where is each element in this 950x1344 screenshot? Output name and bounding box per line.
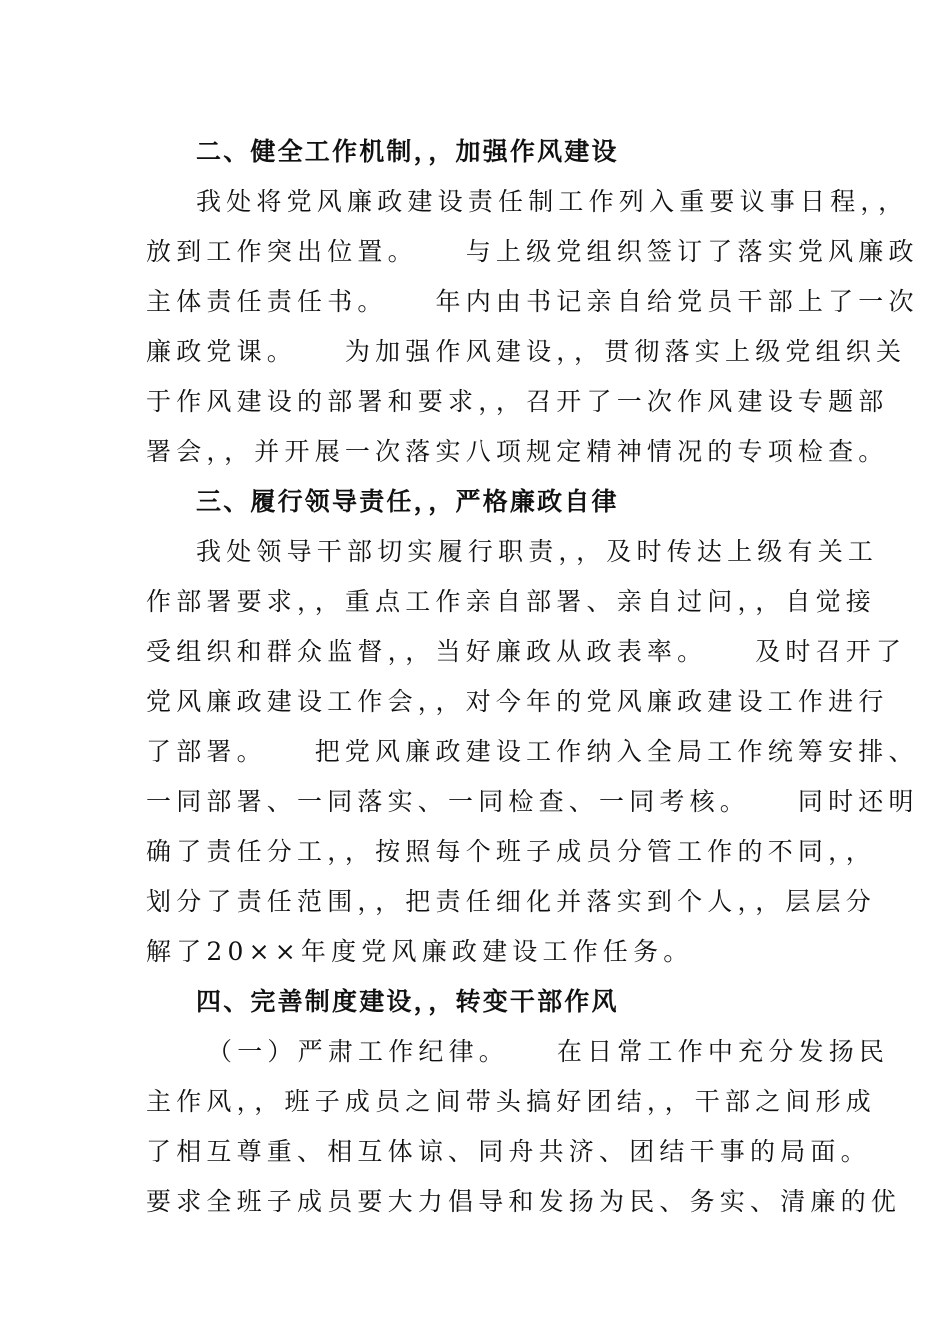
paragraph-line: 主体责任责任书。 年内由书记亲自给党员干部上了一次 [146, 287, 919, 316]
paragraph-line: 解了20××年度党风廉政建设工作任务。 [146, 937, 694, 966]
paragraph-line: 要求全班子成员要大力倡导和发扬为民、务实、清廉的优 [146, 1187, 902, 1216]
paragraph-line: 放到工作突出位置。 与上级党组织签订了落实党风廉政 [146, 237, 919, 266]
paragraph-line: 了部署。 把党风廉政建设工作纳入全局工作统筹安排、 [146, 737, 919, 766]
paragraph-line: 作部署要求，，重点工作亲自部署、亲自过问，，自觉接 [146, 587, 877, 616]
paragraph-line: 我处将党风廉政建设责任制工作列入重要议事日程，， [196, 187, 909, 216]
paragraph-line: 划分了责任范围，，把责任细化并落实到个人，，层层分 [146, 887, 877, 916]
paragraph-line: 廉政党课。 为加强作风建设，，贯彻落实上级党组织关 [146, 337, 907, 366]
paragraph-line: 我处领导干部切实履行职责，，及时传达上级有关工 [196, 537, 879, 566]
paragraph-line: 一同部署、一同落实、一同检查、一同考核。 同时还明 [146, 787, 919, 816]
paragraph-line: 主作风，，班子成员之间带头搞好团结，，干部之间形成 [146, 1087, 877, 1116]
paragraph-line: 确了责任分工，，按照每个班子成员分管工作的不同，， [146, 837, 877, 866]
paragraph-line: 受组织和群众监督，，当好廉政从政表率。 及时召开了 [146, 637, 907, 666]
paragraph-line: 了相互尊重、相互体谅、同舟共济、团结干事的局面。 [146, 1137, 871, 1166]
paragraph-line: （一）严肃工作纪律。 在日常工作中充分发扬民 [207, 1037, 890, 1066]
paragraph-line: 署会，，并开展一次落实八项规定精神情况的专项检查。 [146, 437, 889, 466]
section-heading-2: 二、健全工作机制，，加强作风建设 [196, 137, 619, 166]
section-heading-3: 三、履行领导责任，，严格廉政自律 [196, 487, 619, 516]
paragraph-line: 于作风建设的部署和要求，，召开了一次作风建设专题部 [146, 387, 889, 416]
paragraph-line: 党风廉政建设工作会，，对今年的党风廉政建设工作进行 [146, 687, 889, 716]
section-heading-4: 四、完善制度建设，，转变干部作风 [196, 987, 619, 1016]
